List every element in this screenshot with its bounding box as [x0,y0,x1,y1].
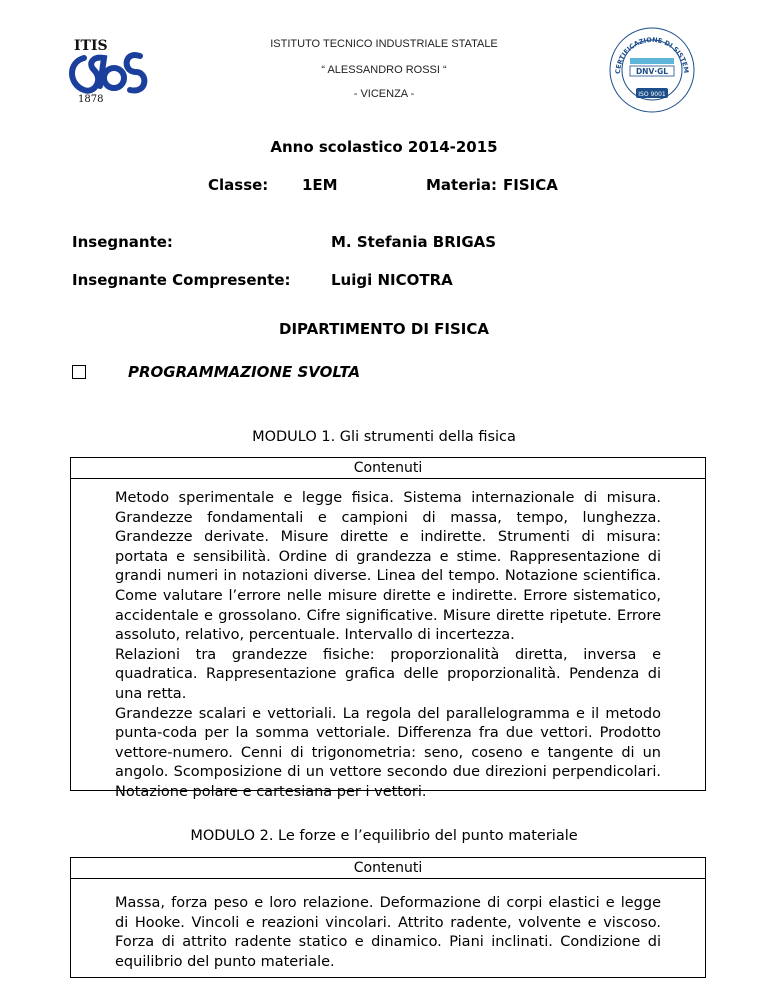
module-1-paragraph: Grandezze scalari e vettoriali. La regola del parallelogramma e il metodo punta-coda per la somma vettoriale. Differenza fra due vettori. Prodotto vettore-numero. Cenni di trigonometria: seno, coseno e tangente di un angolo. Scomposizione di un vettore secondo due direzioni perpendicolari. Notazione polare e cartesiana per i vettori. [115,705,661,800]
section-title: PROGRAMMAZIONE SVOLTA [128,363,361,381]
module-2-title: MODULO 2. Le forze e l’equilibrio del punto materiale [190,828,578,844]
teacher-label: Insegnante: [72,233,173,251]
school-logo [64,36,164,108]
coteacher-label: Insegnante Compresente: [72,271,291,289]
cert-iso: ISO 9001 [638,91,666,98]
school-name-line2: “ ALESSANDRO ROSSI “ [321,64,447,76]
teacher-value: M. Stefania BRIGAS [331,233,497,251]
logo-year: 1878 [78,94,104,105]
module-2-body [71,879,705,972]
module-2-head: Contenuti [71,858,705,879]
cert-arc-text: CERTIFICAZIONE DI SISTEM [613,35,691,75]
section-checkbox [72,365,86,379]
module-2-box [70,857,706,978]
class-value: 1EM [302,176,338,194]
subject-label: Materia: [426,176,498,194]
school-name-line1: ISTITUTO TECNICO INDUSTRIALE STATALE [270,38,498,50]
department-title: DIPARTIMENTO DI FISICA [279,320,489,338]
module-1-box [70,457,706,800]
module-2-paragraph: Massa, forza peso e loro relazione. Deformazione di corpi elastici e legge di Hooke. Vincoli e reazioni vincolari. Attrito radente, volvente e viscoso. Forza di attrito radente statico e dinamico. Piani inclinati. Condizione di equilibrio del punto materiale. [115,895,661,970]
class-label: Classe: [208,176,269,194]
module-1-paragraph: Relazioni tra grandezze fisiche: proporzionalità diretta, inversa e quadratica. Rappresentazione grafica delle proporzionalità. Pendenza di una retta. [115,646,661,702]
module-1-paragraph: Metodo sperimentale e legge fisica. Sistema internazionale di misura. Grandezze fondamentali e campioni di massa, tempo, lunghezza. Grandezze derivate. Misure dirette e indirette. Strumenti di misura: portata e sensibilità. Ordine di grandezza e stime. Rappresentazione di grandi numeri in notazioni diverse. Linea del tempo. Notazione scientifica. Come valutare l’errore nelle misure dirette e indirette. Errore sistematico, accidentale e grossolano. Cifre significative. Misure dirette ripetute. Errore assoluto, relativo, percentuale. Intervallo di incertezza. [115,490,661,644]
certification-logo [606,24,698,116]
subject-value: FISICA [503,176,558,194]
module-1-title: MODULO 1. Gli strumenti della fisica [252,429,516,445]
coteacher-value: Luigi NICOTRA [331,271,453,289]
module-1-head: Contenuti [71,458,705,479]
school-name-line3: - VICENZA - [353,88,415,100]
module-1-body [71,479,705,803]
school-year: Anno scolastico 2014-2015 [270,138,498,156]
cert-brand: DNV·GL [635,67,669,76]
logo-itis-text: ITIS [74,38,108,54]
